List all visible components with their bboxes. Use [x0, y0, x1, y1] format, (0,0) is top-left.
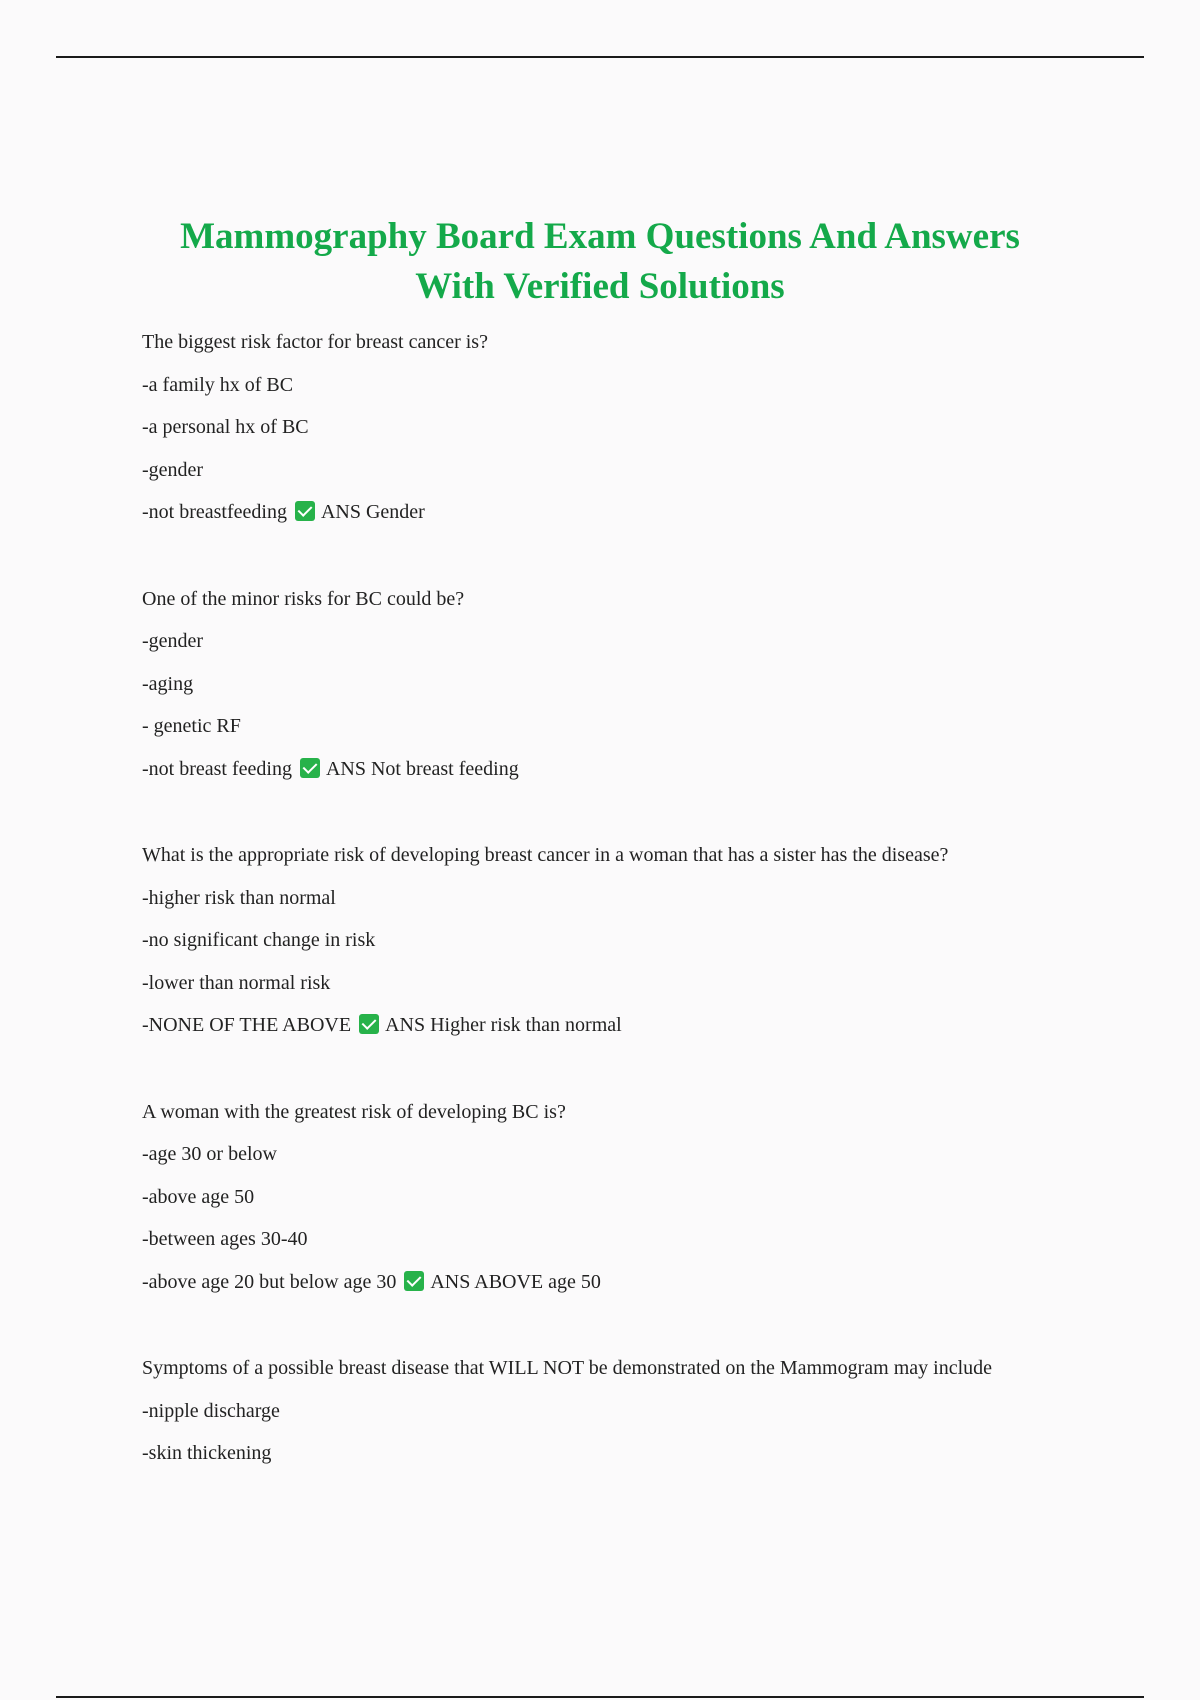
question-text: One of the minor risks for BC could be?	[142, 587, 465, 610]
bottom-rule	[56, 1696, 1144, 1698]
question-text: A woman with the greatest risk of developing BC is?	[142, 1100, 566, 1123]
check-mark-icon	[404, 1271, 424, 1291]
title-line-2: With Verified Solutions	[415, 266, 785, 307]
question-block-1	[142, 326, 1102, 539]
option-with-answer	[142, 753, 1102, 796]
option: -between ages 30-40	[142, 1228, 308, 1250]
option: -lower than normal risk	[142, 971, 331, 994]
question-block-2	[142, 583, 1102, 796]
question-list	[142, 326, 1102, 1524]
answer-text: ANS Not breast feeding	[325, 757, 519, 780]
option-with-answer	[142, 1009, 1102, 1052]
check-mark-icon	[300, 758, 320, 778]
check-mark-icon	[295, 501, 315, 521]
question-block-5	[142, 1352, 1102, 1480]
option-with-answer	[142, 496, 1102, 539]
question-block-3	[142, 839, 1102, 1052]
option: -above age 50	[142, 1185, 255, 1208]
check-mark-icon	[359, 1014, 379, 1034]
option: -gender	[142, 630, 204, 652]
option: -aging	[142, 672, 194, 695]
option: -no significant change in risk	[142, 929, 376, 951]
question-text: Symptoms of a possible breast disease that WILL NOT be demonstrated on the Mammogram may include	[142, 1357, 992, 1379]
option: -gender	[142, 458, 204, 481]
document-title	[100, 212, 1100, 312]
question-text: What is the appropriate risk of developing breast cancer in a woman that has a sister has the disease?	[142, 844, 949, 866]
answer-text: ANS Higher risk than normal	[385, 1014, 622, 1036]
option: -higher risk than normal	[142, 886, 336, 909]
option: -not breast feeding	[142, 757, 292, 780]
option: -a personal hx of BC	[142, 416, 309, 438]
answer-text: ANS ABOVE age 50	[430, 1270, 601, 1293]
option: -NONE OF THE ABOVE	[142, 1014, 352, 1036]
option: -age 30 or below	[142, 1143, 277, 1165]
option: -skin thickening	[142, 1442, 272, 1464]
option: -nipple discharge	[142, 1399, 280, 1422]
top-rule	[56, 56, 1144, 58]
option: -above age 20 but below age 30	[142, 1270, 397, 1293]
answer-text: ANS Gender	[320, 501, 425, 523]
title-line-1: Mammography Board Exam Questions And Answers	[180, 216, 1020, 257]
option-with-answer	[142, 1266, 1102, 1309]
option: -a family hx of BC	[142, 373, 294, 396]
question-block-4	[142, 1096, 1102, 1309]
question-text: The biggest risk factor for breast cancer is?	[142, 331, 488, 353]
option: - genetic RF	[142, 715, 241, 737]
option: -not breastfeeding	[142, 501, 287, 523]
